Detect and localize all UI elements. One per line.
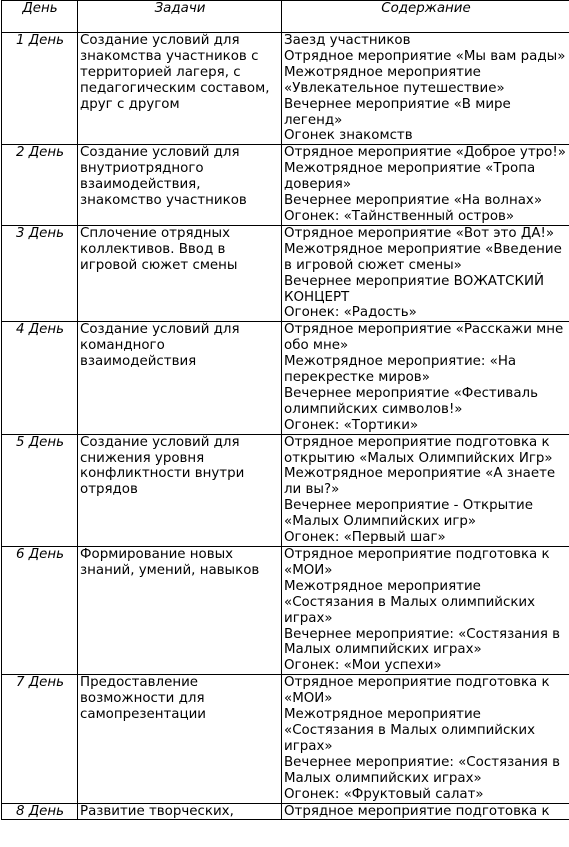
task-cell: Формирование новых знаний, умений, навыков — [78, 547, 282, 675]
content-line: Отрядное мероприятие подготовка к «МОИ» — [284, 547, 550, 578]
table-row — [2, 803, 569, 820]
content-line: Отрядное мероприятие подготовка к «МОИ» — [284, 675, 550, 707]
table-row — [2, 33, 569, 145]
content-line: Огонек: «Фруктовый салат» — [284, 786, 484, 802]
content-line: Огонек: «Тайнственный остров» — [284, 208, 515, 224]
content-cell — [282, 225, 569, 321]
day-cell: 8 День — [2, 803, 78, 820]
content-line: Огонек знакомств — [284, 128, 413, 144]
task-cell: Создание условий для снижения уровня конфликтности внутри отрядов — [78, 434, 282, 546]
content-line: Огонек: «Радость» — [284, 305, 417, 321]
schedule-table — [1, 0, 569, 820]
table-row — [2, 434, 569, 546]
table-row — [2, 322, 569, 434]
content-line: Отрядное мероприятие «Расскажи мне обо мне» — [284, 322, 564, 354]
content-line: Отрядное мероприятие «Мы вам рады» — [284, 48, 566, 64]
content-cell — [282, 803, 569, 820]
day-cell: 2 День — [2, 145, 78, 226]
content-line: Огонек: «Мои успехи» — [284, 658, 442, 674]
content-line: Межотрядное мероприятие «Состязания в Малых олимпийских играх» — [284, 707, 536, 754]
content-line: Вечернее мероприятие: «Состязания в Малых олимпийских играх» — [284, 754, 561, 786]
day-cell: 3 День — [2, 225, 78, 321]
task-cell: Сплочение отрядных коллективов. Ввод в игровой сюжет смены — [78, 225, 282, 321]
content-line: Огонек: «Первый шаг» — [284, 530, 446, 546]
header-tasks: Задачи — [78, 1, 282, 33]
day-cell: 7 День — [2, 675, 78, 803]
task-cell: Предоставление возможности для самопрезентации — [78, 675, 282, 803]
content-line: Вечернее мероприятие «На волнах» — [284, 193, 543, 209]
header-content: Содержание — [282, 1, 569, 33]
content-line: Межотрядное мероприятие «Введение в игровой сюжет смены» — [284, 241, 562, 273]
task-cell: Создание условий для командного взаимодействия — [78, 322, 282, 434]
header-row — [2, 1, 569, 33]
day-cell: 1 День — [2, 33, 78, 145]
task-cell: Создание условий для внутриотрядного взаимодействия, знакомство участников — [78, 145, 282, 226]
content-line: Межотрядное мероприятие «А знаете ли вы?» — [284, 466, 556, 498]
content-line: Вечернее мероприятие «Фестиваль олимпийских символов!» — [284, 385, 538, 417]
content-line: Межотрядное мероприятие «Состязания в Малых олимпийских играх» — [284, 578, 536, 626]
content-cell — [282, 547, 569, 675]
content-line: Вечернее мероприятие ВОЖАТСКИЙ КОНЦЕРТ — [284, 273, 544, 305]
content-cell — [282, 322, 569, 434]
day-cell: 5 День — [2, 434, 78, 546]
table-row — [2, 145, 569, 226]
day-cell: 4 День — [2, 322, 78, 434]
content-cell — [282, 434, 569, 546]
content-cell — [282, 33, 569, 145]
content-line: Заезд участников — [284, 33, 411, 48]
content-line: Вечернее мероприятие: «Состязания в Малых олимпийских играх» — [284, 626, 561, 658]
content-cell — [282, 675, 569, 803]
content-line: Огонек: «Тортики» — [284, 417, 419, 433]
content-line: Отрядное мероприятие «Вот это ДА!» — [284, 225, 555, 241]
content-line: Межотрядное мероприятие: «На перекрестке миров» — [284, 354, 517, 386]
content-line: Отрядное мероприятие «Доброе утро!» — [284, 145, 566, 161]
content-line: Межотрядное мероприятие «Увлекательное путешествие» — [284, 64, 505, 96]
day-cell: 6 День — [2, 547, 78, 675]
content-line: Отрядное мероприятие подготовка к — [284, 803, 550, 819]
task-cell: Создание условий для знакомства участников с территорией лагеря, с педагогическим составом, друг с другом — [78, 33, 282, 145]
schedule-body — [2, 33, 569, 820]
table-row — [2, 675, 569, 803]
content-line: Межотрядное мероприятие «Тропа доверия» — [284, 161, 536, 193]
content-line: Вечернее мероприятие «В мире легенд» — [284, 96, 511, 128]
content-line: Отрядное мероприятие подготовка к открытию «Малых Олимпийских Игр» — [284, 434, 553, 466]
table-row — [2, 225, 569, 321]
content-line: Вечернее мероприятие - Открытие «Малых Олимпийских игр» — [284, 498, 533, 530]
task-cell: Развитие творческих, — [78, 803, 282, 820]
table-row — [2, 547, 569, 675]
header-day: День — [2, 1, 78, 33]
content-cell — [282, 145, 569, 226]
